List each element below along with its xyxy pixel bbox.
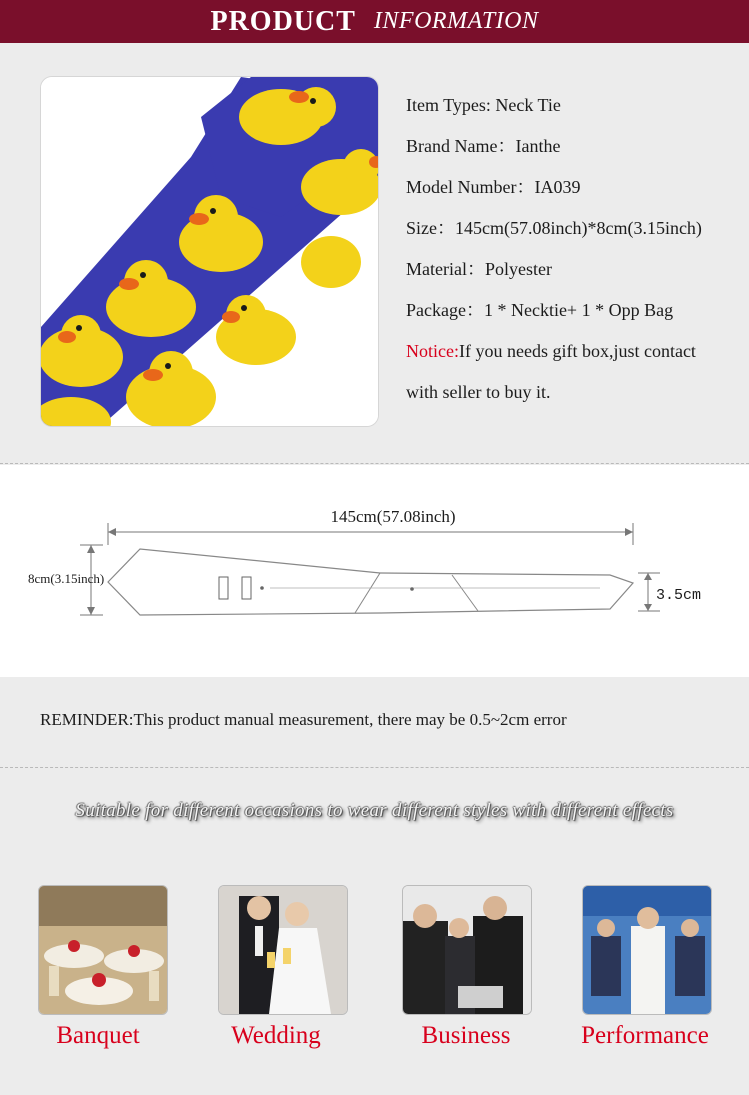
divider [0,767,749,768]
occasion-label-performance: Performance [581,1022,709,1049]
measurement-section [0,465,749,677]
product-info-section [0,43,749,461]
length-label: 145cm(57.08inch) [330,507,456,526]
tie-diagram [0,465,749,677]
notice-text: If you needs gift box,just contact [458,341,696,361]
spec-model: Model Number：IA039 [406,177,581,197]
tip-label: 3.5cm [656,587,702,604]
spec-material: Material：Polyester [406,259,552,279]
performance-photo [582,885,712,1015]
spec-brand: Brand Name：Ianthe [406,136,561,156]
spec-size: Size：145cm(57.08inch)*8cm(3.15inch) [406,218,702,238]
notice-line-2: with seller to buy it. [406,382,551,402]
reminder-text: REMINDER:This product manual measurement, there may be 0.5~2cm error [40,710,567,729]
notice-line [406,341,746,382]
occasion-label-business: Business [421,1022,511,1049]
business-photo [402,885,532,1015]
spec-item-type: Item Types: Neck Tie [406,95,561,115]
divider [0,463,749,464]
banner-title-bold: PRODUCT [210,5,356,37]
wedding-photo [218,885,348,1015]
header-banner [0,0,749,43]
spec-package: Package：1 * Necktie+ 1 * Opp Bag [406,300,674,320]
duck-tie-image [41,77,378,426]
occasion-label-banquet: Banquet [56,1022,140,1049]
occasion-label-wedding: Wedding [231,1022,321,1049]
width-label: 8cm(3.15inch) [28,571,105,586]
occasions-tagline: Suitable for different occasions to wear different styles with different effects [75,800,674,821]
product-photo [40,76,379,427]
banquet-photo [38,885,168,1015]
spec-list [406,95,746,423]
notice-label: Notice: [406,341,459,361]
banner-title-italic: INFORMATION [373,8,539,34]
